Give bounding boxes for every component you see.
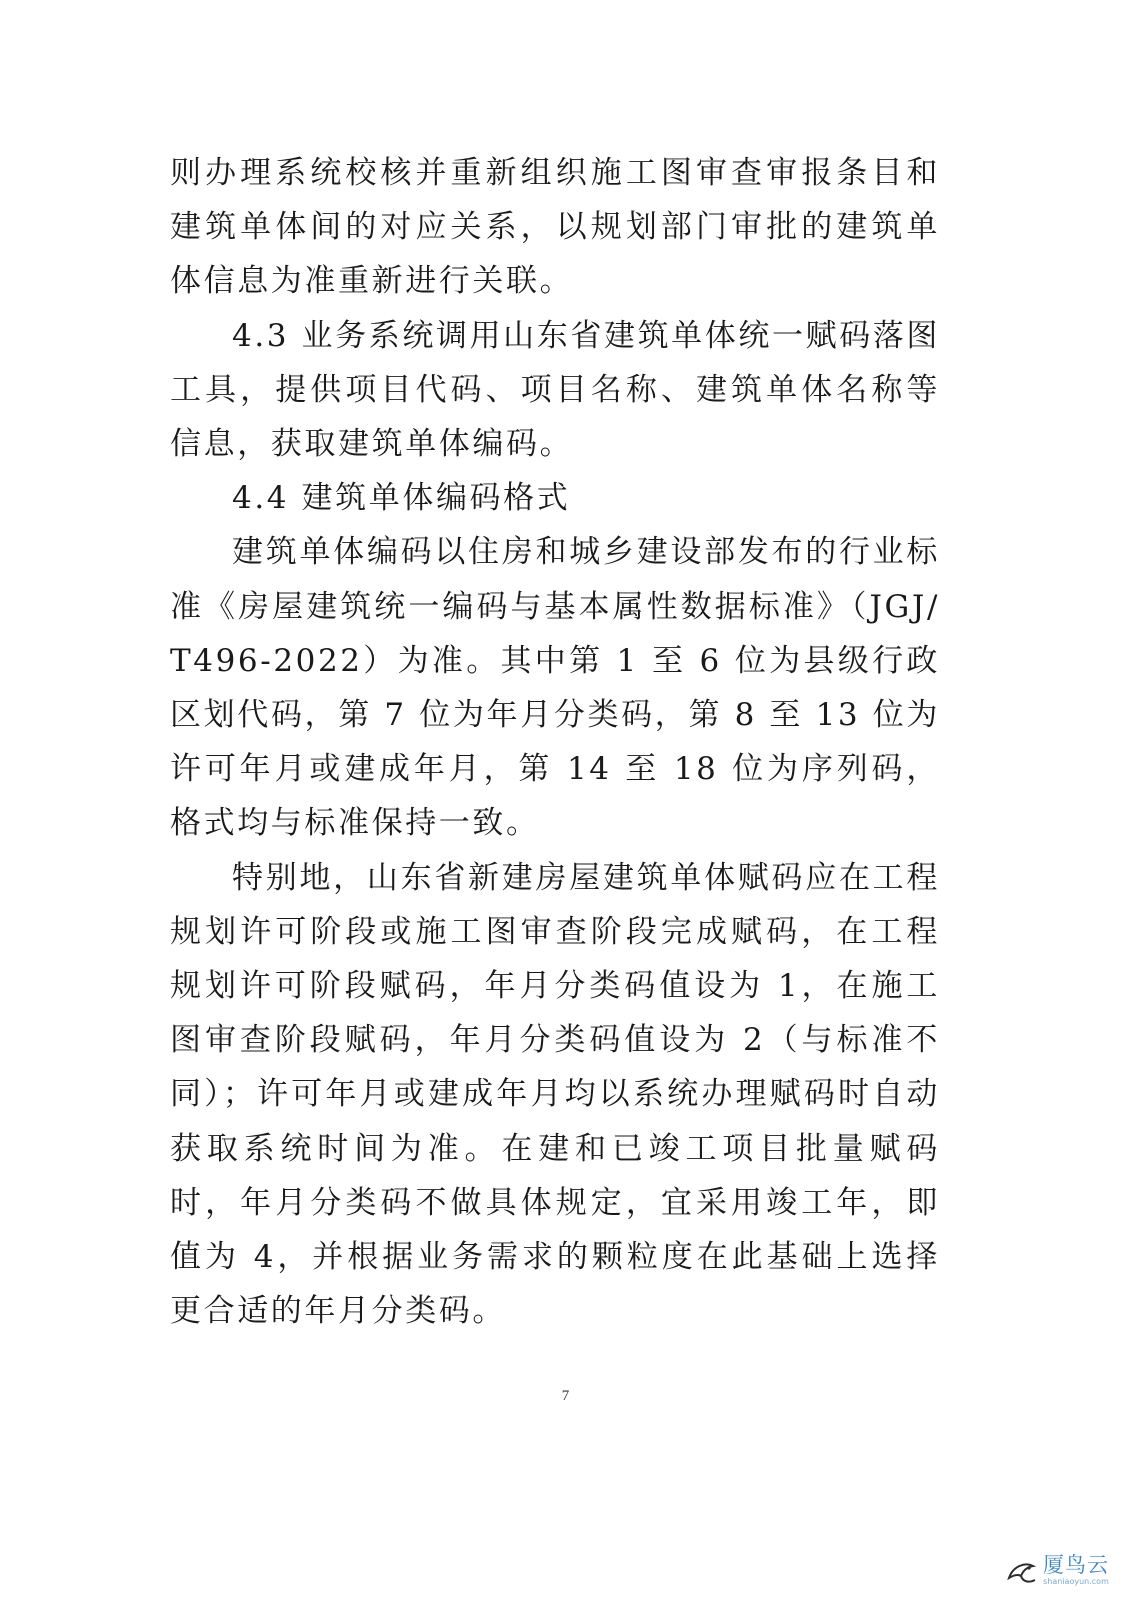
paragraph-1: 则办理系统校核并重新组织施工图审查审报条目和建筑单体间的对应关系，以规划部门审批的建筑单体信息为准重新进行关联。 [170, 155, 940, 300]
document-body [170, 146, 940, 1338]
watermark-domain: shaniaoyun.com [1043, 1577, 1109, 1586]
watermark-brand: 厦鸟云 [1043, 1553, 1109, 1577]
paragraph-4: 特别地，山东省新建房屋建筑单体赋码应在工程规划许可阶段或施工图审查阶段完成赋码，在工程规划许可阶段赋码，年月分类码值设为 1，在施工图审查阶段赋码，年月分类码值设为 2（与标准不同）；许可年月或建成年月均以系统办理赋码时自动获取系统时间为准。在建和已竣工项目批量赋码时，年月分类码不做具体规定，宜采用竣工年，即值为 4，并根据业务需求的颗粒度在此基础上选择更合适的年月分类码。 [170, 859, 940, 1330]
paragraph-2: 4.3 业务系统调用山东省建筑单体统一赋码落图工具，提供项目代码、项目名称、建筑单体名称等信息，获取建筑单体编码。 [170, 317, 940, 463]
page-number: 7 [561, 1388, 570, 1404]
watermark [1005, 1555, 1109, 1586]
bird-logo-icon [1005, 1556, 1039, 1586]
paragraph-3: 建筑单体编码以住房和城乡建设部发布的行业标准《房屋建筑统一编码与基本属性数据标准》（JGJ/T496-2022）为准。其中第 1 至 6 位为县级行政区划代码，第 7 位为年月分类码，第 8 至 13 位为许可年月或建成年月，第 14 至 18 位为序列码，格式均与标准保持一致。 [170, 534, 940, 842]
section-heading-4-4: 4.4 建筑单体编码格式 [232, 480, 571, 517]
